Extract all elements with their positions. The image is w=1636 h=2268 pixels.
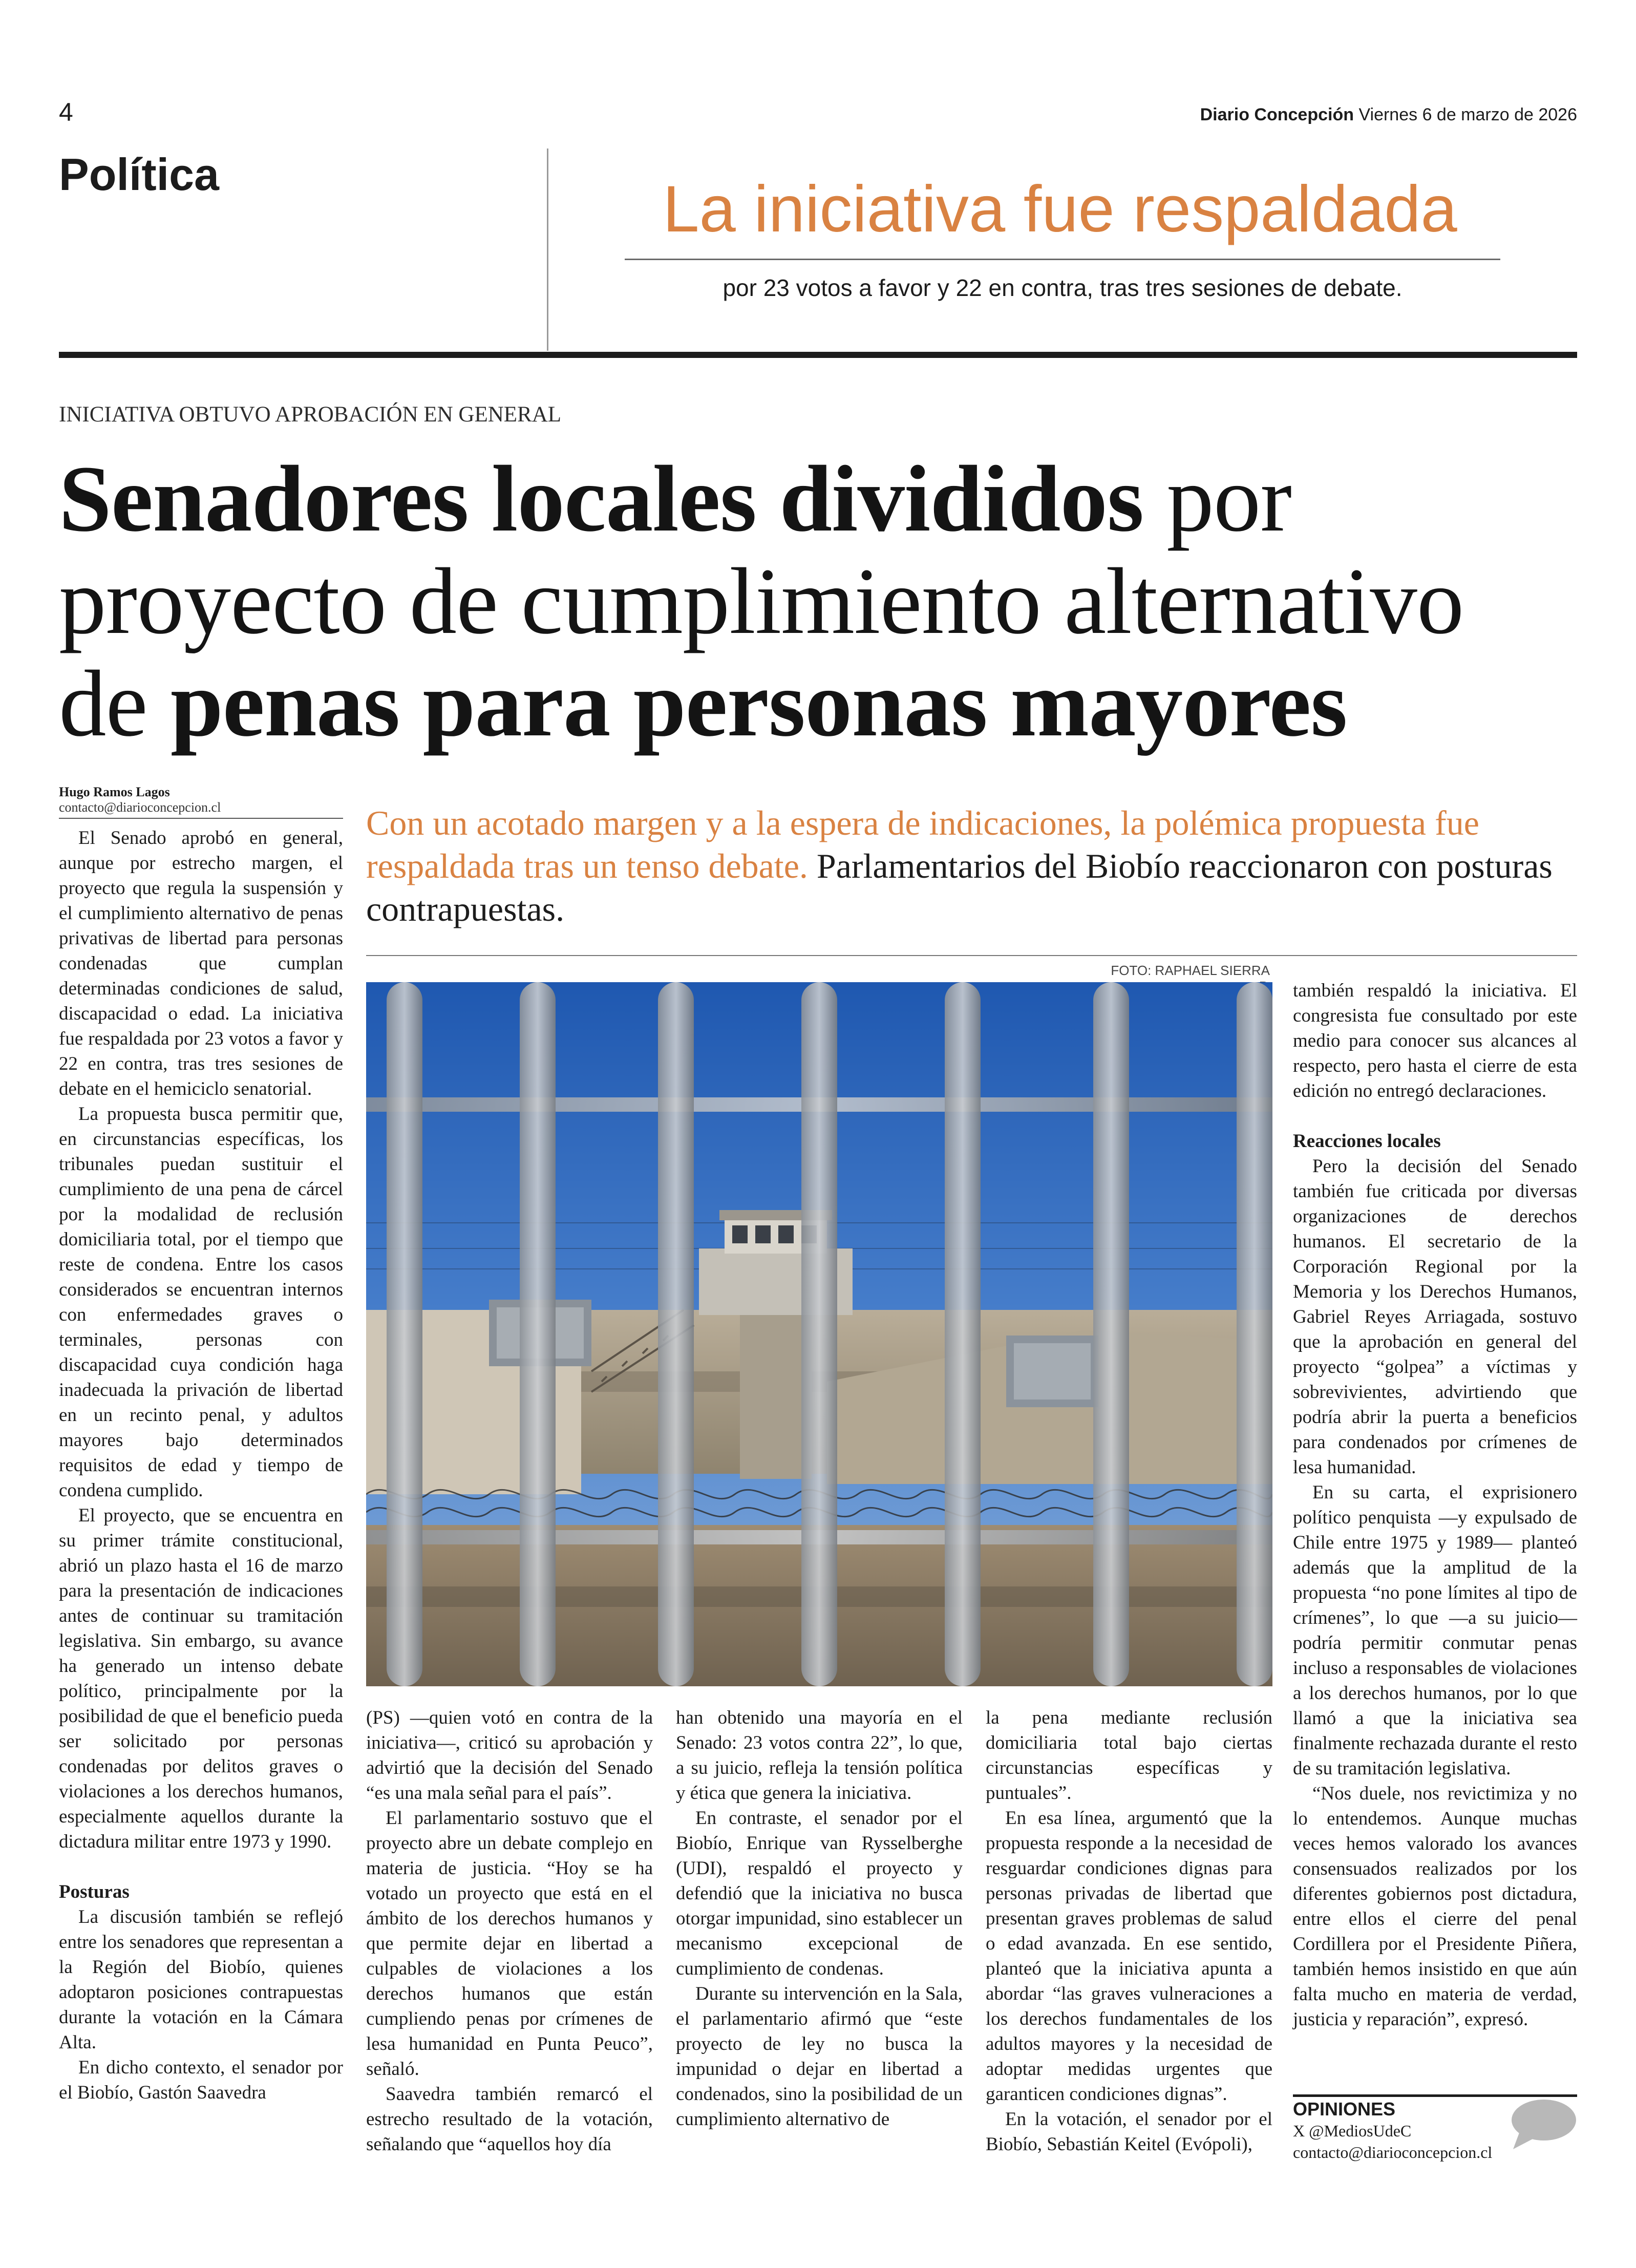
opinions-handle: X @MediosUdeC (1293, 2122, 1412, 2140)
masthead (1200, 105, 1577, 125)
paragraph: En contraste, el senador por el Biobío, Enrique van Rysselberghe (UDI), respaldó el proyecto y defendió que la iniciativa no busca otorgar impunidad, sino establecer un mecanismo excepcional de cumplimiento de condenas. (676, 1808, 963, 1979)
highlight-rule (625, 259, 1500, 260)
paragraph: En la votación, el senador por el Biobío, Sebastián Keitel (Evópoli), (986, 2109, 1272, 2155)
paragraph: han obtenido una mayoría en el Senado: 23 votos contra 22”, lo que, a su juicio, refleja la tensión política y ética que genera la iniciativa. (676, 1707, 963, 1804)
page-number: 4 (59, 98, 73, 126)
paragraph: Saavedra también remarcó el estrecho resultado de la votación, señalando que “aquellos hoy día (366, 2084, 653, 2155)
article-column-2 (366, 1705, 653, 2157)
newspaper-name: Diario Concepción (1200, 105, 1354, 124)
lead-accent: Con un acotado margen y a la espera de indicaciones, la polémica propuesta fue respaldada tras un tenso debate. (366, 803, 1479, 885)
photo-credit: FOTO: RAPHAEL SIERRA (1111, 963, 1270, 978)
paragraph: la pena mediante reclusión domiciliaria total bajo ciertas circunstancias específicas y puntuales”. (986, 1707, 1272, 1804)
paragraph: En su carta, el exprisionero político penquista —y expulsado de Chile entre 1975 y 1989— planteó además que la amplitud de la propuesta “no pone límites al tipo de crímenes”, lo que —a su juicio— podría permitir conmutar penas incluso a responsables de violaciones a los derechos humanos, por lo que llamó a que la iniciativa sea finalmente rechazada durante el resto de su tramitación legislativa. (1293, 1482, 1577, 1779)
lead-rest: Parlamentarios del Biobío reaccionaron con posturas contrapuestas. (366, 846, 1553, 928)
article-column-3 (676, 1705, 963, 2132)
article-column-4 (986, 1705, 1272, 2157)
article-lead (366, 801, 1577, 930)
highlight-title: La iniciativa fue respaldada (663, 173, 1457, 246)
paragraph: Durante su intervención en la Sala, el parlamentario afirmó que “este proyecto de ley no busca la impunidad o dejar en libertad a condenados, sino la posibilidad de un cumplimiento alternativo de (676, 1983, 963, 2130)
subhead-posturas: Posturas (59, 1881, 130, 1902)
article-headline (59, 448, 1569, 755)
prison-photo (366, 982, 1272, 1686)
paragraph: El Senado aprobó en general, aunque por estrecho margen, el proyecto que regula la suspensión y el cumplimiento alternativo de penas privativas de libertad para personas condenadas que cumplan determinadas condiciones de salud, discapacidad o edad. La iniciativa fue respaldada por 23 votos a favor y 22 en contra, tras tres sesiones de debate en el hemiciclo senatorial. (59, 828, 343, 1099)
headline-bold-1: Senadores locales divididos (59, 447, 1144, 552)
article-kicker: INICIATIVA OBTUVO APROBACIÓN EN GENERAL (59, 402, 562, 427)
paragraph: también respaldó la iniciativa. El congresista fue consultado por este medio para conocer sus alcances al respecto, pero hasta el cierre de esta edición no entregó declaraciones. (1293, 980, 1577, 1101)
opinions-email: contacto@diarioconcepcion.cl (1293, 2143, 1493, 2161)
article-column-5 (1293, 978, 1577, 2032)
paragraph: El proyecto, que se encuentra en su primer trámite constitucional, abrió un plazo hasta el 16 de marzo para la presentación de indicaciones antes de continuar su tramitación legislativa. Sin embargo, su avance ha generado un intenso debate político, principalmente por la posibilidad de que el beneficio pueda ser solicitado por personas condenadas por delitos graves o violaciones a los derechos humanos, especialmente aquellos durante la dictadura militar entre 1973 y 1990. (59, 1505, 343, 1852)
opinions-title: OPINIONES (1293, 2099, 1396, 2119)
header-rule (59, 352, 1577, 358)
paragraph: La propuesta busca permitir que, en circunstancias específicas, los tribunales puedan sustituir el cumplimiento de una pena de cárcel por la modalidad de reclusión domiciliaria total, por el tiempo que reste de condena. Entre los casos considerados se encuentran internos con enfermedades graves o terminales, personas con discapacidad cuya condición haga inadecuada la privación de libertad en un recinto penal, y adultos mayores bajo determinados requisitos de edad y tiempo de condena cumplido. (59, 1104, 343, 1501)
paragraph: La discusión también se reflejó entre los senadores que representan a la Región del Biobío, quienes adoptaron posiciones contrapuestas durante la votación en la Cámara Alta. (59, 1906, 343, 2053)
section-title: Política (59, 149, 219, 200)
lead-rule (366, 955, 1577, 956)
paragraph: En esa línea, argumentó que la propuesta responde a la necesidad de resguardar condiciones dignas para personas privadas de libertad que presentan graves problemas de salud o edad avanzada. En ese sentido, planteó que la iniciativa apunta a abordar “las graves vulneraciones a los derechos fundamentales de los adultos mayores y la necesidad de adoptar medidas urgentes que garanticen condiciones dignas”. (986, 1808, 1272, 2105)
header-divider (547, 149, 548, 351)
byline-rule (59, 818, 343, 819)
article-column-1 (59, 825, 343, 2105)
byline-author: Hugo Ramos Lagos (59, 785, 170, 799)
highlight-subtitle: por 23 votos a favor y 22 en contra, tras tres sesiones de debate. (723, 274, 1403, 301)
subhead-reacciones: Reacciones locales (1293, 1131, 1441, 1152)
paragraph: (PS) —quien votó en contra de la iniciativa—, criticó su aprobación y advirtió que la decisión del Senado “es una mala señal para el país”. (366, 1707, 653, 1804)
byline-email: contacto@diarioconcepcion.cl (59, 800, 221, 815)
paragraph: “Nos duele, nos revictimiza y no lo entendemos. Aunque muchas veces hemos valorado los avances consensuados realizados por los diferentes gobiernos post dictadura, entre ellos el cierre del penal Cordillera por el Presidente Piñera, también hemos insistido en que aún falta mucho en materia de verdad, justicia y reparación”, expresó. (1293, 1783, 1577, 2030)
speech-bubble-icon (1508, 2097, 1577, 2151)
paragraph: El parlamentario sostuvo que el proyecto abre un debate complejo en materia de justicia. “Hoy se ha votado un proyecto que está en el ámbito de los derechos humanos y que permite dejar en libertad a culpables de violaciones a los derechos humanos que están cumpliendo penas por crímenes de lesa humanidad en Punta Peuco”, señaló. (366, 1808, 653, 2080)
headline-regular: por proyecto de cumplimiento alternativo de (59, 447, 1464, 756)
paragraph: Pero la decisión del Senado también fue criticada por diversas organizaciones de derechos humanos. El secretario de la Corporación Regional por la Memoria y los Derechos Humanos, Gabriel Reyes Arriagada, sostuvo que la aprobación en general del proyecto “golpea” a víctimas y sobrevivientes, advirtiendo que podría abrir la puerta a beneficios para condenados por crímenes de lesa humanidad. (1293, 1156, 1577, 1478)
headline-bold-2: penas para personas mayores (170, 651, 1347, 756)
paragraph: En dicho contexto, el senador por el Biobío, Gastón Saavedra (59, 2057, 343, 2103)
publication-date: Viernes 6 de marzo de 2026 (1358, 105, 1577, 124)
